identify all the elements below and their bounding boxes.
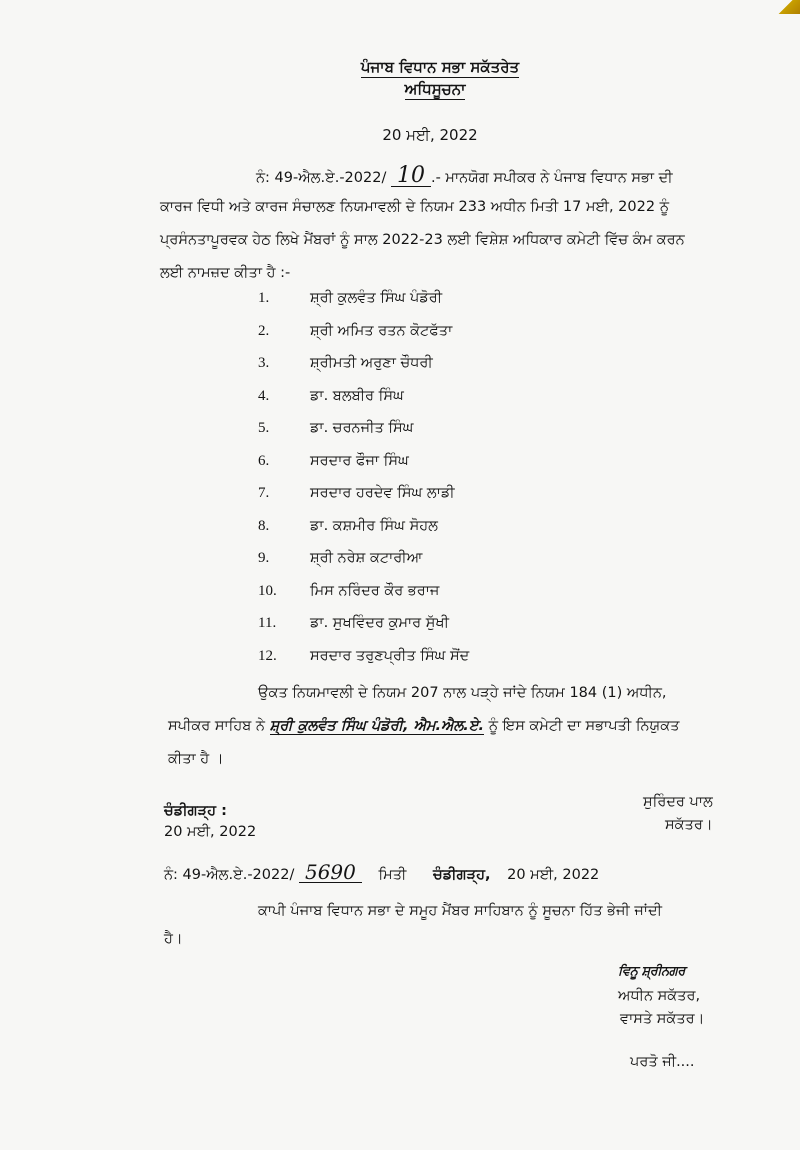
please-turn-over: ਪਰਤੋ ਜੀ.... xyxy=(630,1054,695,1070)
notification-date: 20 ਮਈ, 2022 xyxy=(382,126,478,144)
endorsement-ref-number: ਨੰ: 49-ਐਲ.ਏ.-2022/ xyxy=(164,867,295,883)
list-item: 10. ਮਿਸ ਨਰਿੰਦਰ ਕੌਰ ਭਰਾਜ xyxy=(258,582,440,599)
endorsement-text-1: ਕਾਪੀ ਪੰਜਾਬ ਵਿਧਾਨ ਸਭਾ ਦੇ ਸਮੂਹ ਮੈਂਬਰ ਸਾਹਿਬਾਨ ਨੂੰ ਸੂਚਨਾ ਹਿੱਤ ਭੇਜੀ ਜਾਂਦੀ xyxy=(258,903,662,919)
secretariat-title: ਪੰਜਾਬ ਵਿਧਾਨ ਸਭਾ ਸਕੱਤਰੇਤ xyxy=(360,58,520,76)
notification-heading: ਅਧਿਸੂਚਨਾ xyxy=(404,80,466,98)
signatory-designation: ਸਕੱਤਰ। xyxy=(665,817,713,833)
list-item: 5. ਡਾ. ਚਰਨਜੀਤ ਸਿੰਘ xyxy=(258,420,414,436)
list-item: 12. ਸਰਦਾਰ ਤਰੁਣਪ੍ਰੀਤ ਸਿੰਘ ਸੋਂਦ xyxy=(258,647,470,664)
list-item: 1. ਸ਼੍ਰੀ ਕੁਲਵੰਤ ਸਿੰਘ ਪੰਡੋਰੀ xyxy=(258,290,443,306)
handwritten-signature: ਵਿਨੂ ਸ਼੍ਰੀਨਗਰ xyxy=(618,964,685,979)
chairman-name: ਸ਼੍ਰੀ ਕੁਲਵੰਤ ਸਿੰਘ ਪੰਡੋਰੀ, ਐਮ.ਐਲ.ਏ. xyxy=(269,718,484,734)
notice-line-4: ਲਈ ਨਾਮਜ਼ਦ ਕੀਤਾ ਹੈ :- xyxy=(160,265,291,281)
notice-line-3: ਪ੍ਰਸੰਨਤਾਪੂਰਵਕ ਹੇਠ ਲਿਖੇ ਮੈਂਬਰਾਂ ਨੂੰ ਸਾਲ 2022-23 ਲਈ ਵਿਸ਼ੇਸ਼ ਅਧਿਕਾਰ ਕਮੇਟੀ ਵਿੱਚ ਕੰਮ ਕਰਨ xyxy=(160,232,685,248)
notice-line-1 xyxy=(256,163,673,188)
handwritten-endorsement-number: 5690 xyxy=(299,862,362,883)
chairman-line-2: ਸਪੀਕਰ ਸਾਹਿਬ ਨੇ ਸ਼੍ਰੀ ਕੁਲਵੰਤ ਸਿੰਘ ਪੰਡੋਰੀ, ਐਮ.ਐਲ.ਏ. ਨੂੰ ਇਸ ਕਮੇਟੀ ਦਾ ਸਭਾਪਤੀ ਨਿਯੁਕਤ xyxy=(168,718,680,734)
notice-line-2: ਕਾਰਜ ਵਿਧੀ ਅਤੇ ਕਾਰਜ ਸੰਚਾਲਣ ਨਿਯਮਾਵਲੀ ਦੇ ਨਿਯਮ 233 ਅਧੀਨ ਮਿਤੀ 17 ਮਈ, 2022 ਨੂੰ xyxy=(160,199,670,215)
endorsement-line: ਨੰ: 49-ਐਲ.ਏ.-2022/ 5690 ਮਿਤੀ ਚੰਡੀਗੜ੍ਹ, 20 ਮਈ, 2022 xyxy=(164,860,600,884)
signatory-name: ਸੁਰਿੰਦਰ ਪਾਲ xyxy=(643,794,713,810)
list-item: 8. ਡਾ. ਕਸ਼ਮੀਰ ਸਿੰਘ ਸੋਹਲ xyxy=(258,517,438,534)
folded-corner-mark xyxy=(778,0,800,14)
handwritten-dispatch-number: 10 xyxy=(391,166,431,187)
for-secretary: ਵਾਸਤੇ ਸਕੱਤਰ। xyxy=(620,1011,705,1027)
list-item: 11. ਡਾ. ਸੁਖਵਿੰਦਰ ਕੁਮਾਰ ਸੁੱਖੀ xyxy=(258,615,449,631)
place-label: ਚੰਡੀਗੜ੍ਹ : xyxy=(164,803,227,819)
list-item: 4. ਡਾ. ਬਲਬੀਰ ਸਿੰਘ xyxy=(258,387,404,404)
chairman-line-3: ਕੀਤਾ ਹੈ । xyxy=(168,751,224,767)
under-secretary-designation: ਅਧੀਨ ਸਕੱਤਰ, xyxy=(618,988,701,1004)
list-item: 3. ਸ਼੍ਰੀਮਤੀ ਅਰੁਣਾ ਚੌਧਰੀ xyxy=(258,355,433,371)
notice-ref-number: ਨੰ: 49-ਐਲ.ਏ.-2022/ xyxy=(256,170,387,186)
list-item: 7. ਸਰਦਾਰ ਹਰਦੇਵ ਸਿੰਘ ਲਾਡੀ xyxy=(258,485,455,501)
chairman-line-1: ਉਕਤ ਨਿਯਮਾਵਲੀ ਦੇ ਨਿਯਮ 207 ਨਾਲ ਪੜ੍ਹੇ ਜਾਂਦੇ ਨਿਯਮ 184 (1) ਅਧੀਨ, xyxy=(258,685,667,701)
endorsement-text-2: ਹੈ। xyxy=(164,931,183,947)
list-item: 9. ਸ਼੍ਰੀ ਨਰੇਸ਼ ਕਟਾਰੀਆ xyxy=(258,550,423,566)
list-item: 2. ਸ਼੍ਰੀ ਅਮਿਤ ਰਤਨ ਕੋਟਫੱਤਾ xyxy=(258,322,453,339)
place-date: 20 ਮਈ, 2022 xyxy=(164,824,257,840)
list-item: 6. ਸਰਦਾਰ ਫੌਜਾ ਸਿੰਘ xyxy=(258,452,409,469)
notice-line-1-text: .- ਮਾਨਯੋਗ ਸਪੀਕਰ ਨੇ ਪੰਜਾਬ ਵਿਧਾਨ ਸਭਾ ਦੀ xyxy=(430,170,673,186)
